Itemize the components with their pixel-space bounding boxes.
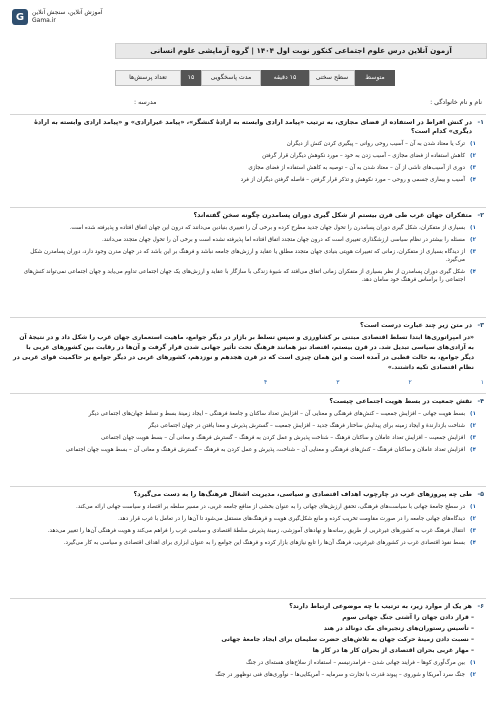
option-number: ۳)	[470, 165, 476, 171]
statement-4: – مهار غربی بحران اقتصادی از بحران کار ها در کار ها	[312, 647, 474, 654]
option-text: انتقال فرهنگ غرب به کشورهای غیرغربی از طریق رسانه‌ها و نهادهای آموزشی، زمینهٔ پذیرش سلطهٔ اقتصادی و سیاسی غرب را فراهم می‌کند و هویت فرهنگی آن‌ها را تغییر می‌دهد.	[47, 528, 465, 534]
statement-2: – تأسیس رستوران‌های زنجیره‌ای مک دونالد در هند	[323, 625, 474, 632]
option-1[interactable]	[12, 224, 484, 232]
option-1[interactable]	[12, 410, 484, 418]
statement-3: – نسبت دادن زمینهٔ حرکت جهان به تلاش‌های حضرت سلیمان برای ایجاد جامعهٔ جهانی	[221, 636, 474, 643]
student-info	[14, 99, 482, 109]
logo-domain: Gama.ir	[32, 17, 56, 24]
option-2[interactable]	[12, 152, 484, 160]
divider	[10, 317, 486, 318]
option-2[interactable]	[12, 422, 484, 430]
option-4[interactable]	[12, 176, 484, 184]
option-number: ۳)	[470, 435, 476, 441]
option-number: ۳)	[470, 528, 476, 534]
option-text: بسط نفوذ اقتصادی غرب در کشورهای غیرغربی، فرهنگ آن‌ها را تابع نیازهای بازار کرده و فرهنگ این جوامع را به عنوان ابزاری برای اهداف اقتصادی و سیاسی به کار می‌گیرد.	[63, 540, 465, 546]
option-3[interactable]	[12, 248, 484, 264]
option-number: ۲)	[470, 153, 476, 159]
option-4[interactable]	[12, 268, 484, 284]
question-number: ۶-	[477, 602, 484, 610]
question-text: در کنش افراط در استفاده از فضای مجازی، به ترتیب «پیامد ارادی وابسته به ارادهٔ کنشگر»، «پیامد غیرارادی» و «پیامد ارادی وابسته به ارادهٔ دیگری» کدام است؟	[34, 118, 472, 135]
choice-3[interactable]: ۳	[336, 379, 340, 386]
option-text: بسیاری از متفکران، شکل گیری دوران پسامدرن را تحول جهان جدید مطرح کرده و برخی آن را تغییری بنیادین می‌دانند که درون این جهان اتفاق افتاده و پذیرفته شده است.	[69, 225, 465, 231]
question-passage: «در امپراتوری‌ها ابتدا تسلط اقتصادی مبتنی بر کشاورزی و سپس تسلط بر بازار در دیگر جوامع، ماهیت استعماری جهان غرب را شکل داد و در نتیجهٔ آن به آزادی‌های سیاسی تبدیل شد. در قرن بیستم، اقتصاد نیز همانند فرهنگ تحت تأثیر جهانی شدن قرار گرفت و آن‌ها در رقابت بین کشورهای غربی با دیگر جوامع، به حالت قطبی در آمده است و این همان چیزی است که در قرن هجدهم و نوزدهم، کشورهای غربی در دیگر جوامع بر حاکمیت قوای غربی در نظام اقتصادی تکیه داشتند.»	[13, 334, 474, 371]
question-4	[12, 397, 484, 454]
option-number: ۲)	[470, 423, 476, 429]
question-text: در متن زیر چند عبارت درست است؟	[359, 321, 472, 329]
option-1[interactable]	[12, 503, 484, 511]
option-text: جنگ سرد آمریکا و شوروی – پیوند قدرت با تجارت و سرمایه – آمریکایی‌ها – نوآوری‌های فنی نوظهور در جنگ	[215, 672, 465, 678]
option-number: ۱)	[470, 411, 476, 417]
statement-1: – قرار دادن جهان را آشتی جنگ جهانی سوم	[342, 614, 474, 621]
option-number: ۱)	[470, 660, 476, 666]
option-text: آسیب و بیماری جسمی و روحی – مورد نکوهش و تذکر قرار گرفتن – فاصله گرفتن دیگران از فرد	[240, 177, 465, 183]
difficulty-value: متوسط	[355, 70, 395, 86]
option-4[interactable]	[12, 446, 484, 454]
option-text: افزایش جمعیت – افزایش تعداد عاملان و ساکنان فرهنگ – شناخت پذیرش و عمل کردن به فرهنگ – گسترش فرهنگ و معانی آن – بسط هویت جهان اجتماعی	[101, 435, 465, 441]
student-name-label: نام و نام خانوادگی :	[430, 99, 482, 106]
divider	[10, 114, 486, 115]
option-number: ۴)	[470, 177, 476, 183]
question-text: طی چه پیروزهای غرب در چارچوب اهداف اقتصادی و سیاسی، مدیریت اشغال فرهنگ‌ها را به دست می‌گیرد؟	[133, 490, 472, 498]
option-1[interactable]	[12, 659, 484, 667]
school-label: مدرسه :	[134, 99, 157, 106]
option-2[interactable]	[12, 236, 484, 244]
option-text: بین مرگ‌آوری کوها – فرایند جهانی شدن – فرامدرنیسم – استفاده از سلاح‌های هسته‌ای در جنگ	[245, 660, 465, 666]
option-text: در سطح جامعهٔ جهانی با سیاست‌های فرهنگی، تحقق ارزش‌های جهانی را به عنوان بخشی از منافع جامعه غربی، در مسیر سلطه بر اقتصاد و سیاست جهانی ارائه می‌کند.	[76, 504, 465, 510]
question-number: ۱-	[477, 118, 484, 126]
time-label: مدت پاسخگویی	[201, 70, 261, 86]
choice-4[interactable]: ۴	[264, 379, 268, 386]
question-1	[12, 118, 484, 184]
option-text: از دیدگاه بسیاری از متفکران، زمانی که تغییرات هویتی بنیادی جهان متجدد مطلق یا عقاید و ارزش‌های جامعه نباشد و فرهنگ بر این باشد که در جهان مدرن وجود دارد، دوران پسامدرن شکل می‌گیرد.	[30, 249, 465, 263]
option-number: ۴)	[470, 269, 476, 275]
divider	[10, 393, 486, 394]
question-3	[12, 321, 484, 386]
option-text: شکل گیری دوران پسامدرن از نظر بسیاری از متفکران زمانی اتفاق می‌افتد که شیوهٔ زندگی با سازگار با عقاید و ارزش‌های یک جهان اجتماعی تداوم می‌یابد و جهان اجتماعی نمی‌تواند کنش‌های اجتماعی را براساس فرهنگ خود سامان دهد.	[23, 269, 465, 283]
option-number: ۴)	[470, 447, 476, 453]
choice-2[interactable]: ۲	[408, 379, 412, 386]
option-number: ۱)	[470, 141, 476, 147]
divider	[10, 207, 486, 208]
option-number: ۱)	[470, 504, 476, 510]
questions-count-label: تعداد پرسش‌ها	[115, 70, 181, 86]
question-text: هر یک از موارد زیر، به ترتیب با چه موضوعی ارتباط دارند؟	[289, 602, 472, 610]
option-number: ۲)	[470, 237, 476, 243]
option-text: دیدگاه‌های جهانی جامعه را در صورت مقاومت تخریب کرده و مانع شکل‌گیری هویت و فرهنگ‌های مستقل می‌شود تا آن‌ها را در تعامل با غرب قرار دهد.	[117, 516, 465, 522]
option-3[interactable]	[12, 434, 484, 442]
question-text: متفکران جهان غرب طی قرن بیستم از شکل گیری دوران پسامدرن چگونه سخن گفته‌اند؟	[193, 211, 472, 219]
question-5	[12, 490, 484, 547]
question-number: ۳-	[477, 321, 484, 329]
answer-choices	[264, 379, 484, 386]
logo-tagline: آموزش آنلاین، سنجش آنلاین	[32, 9, 103, 16]
option-3[interactable]	[12, 527, 484, 535]
questions-count-value: ۱۵	[181, 70, 201, 86]
exam-title: آزمون آنلاین درس علوم اجتماعی کنکور نوبت اول ۱۴۰۴ | گروه آزمایشی علوم انسانی	[115, 43, 487, 59]
question-2	[12, 211, 484, 284]
option-3[interactable]	[12, 164, 484, 172]
option-number: ۱)	[470, 225, 476, 231]
option-4[interactable]	[12, 539, 484, 547]
time-value: ۱۵ دقیقه	[261, 70, 309, 86]
exam-info-row	[115, 70, 486, 84]
question-6	[12, 602, 484, 679]
difficulty-label: سطح سختی	[309, 70, 355, 86]
divider	[10, 598, 486, 599]
question-number: ۴-	[477, 397, 484, 405]
option-text: ترک یا معتاد شدن به آن – آسیب روحی روانی – پیگیری کردن کنش از دیگران	[286, 141, 465, 147]
question-text: نقش جمعیت در بسط هویت اجتماعی چیست؟	[329, 397, 472, 405]
option-number: ۴)	[470, 540, 476, 546]
option-text: بسط هویت جهانی – افزایش جمعیت – کنش‌های فرهنگی و معنایی آن – افزایش تعداد ساکنان و جامعهٔ فرهنگی – ایجاد زمینهٔ بسط و تسلط جهان‌های اجتماعی دیگر	[88, 411, 465, 417]
question-number: ۲-	[477, 211, 484, 219]
option-number: ۲)	[470, 672, 476, 678]
option-text: دوری از آسیب‌های ناشی از آن – معتاد شدن به آن – توصیه به کاهش استفاده از فضای مجازی	[248, 165, 465, 171]
option-number: ۲)	[470, 516, 476, 522]
option-2[interactable]	[12, 515, 484, 523]
option-text: شناخت بازدارندهٔ و ایجاد زمینه برای پیدایش ساختار فرهنگ جدید – افزایش جمعیت – گسترش پذیرش و معنا یافتن در جهان اجتماعی دیگر	[148, 423, 465, 429]
divider	[10, 486, 486, 487]
question-number: ۵-	[477, 490, 484, 498]
choice-1[interactable]: ۱	[480, 379, 484, 386]
gama-logo-icon: G	[12, 9, 28, 25]
option-2[interactable]	[12, 671, 484, 679]
option-text: افزایش تعداد عاملان و ساکنان فرهنگ – کنش‌های فرهنگی و معنایی آن – شناخت، پذیرش و عمل کردن به فرهنگ – گسترش فرهنگ و معانی آن – بسط هویت جهان اجتماعی	[65, 447, 465, 453]
site-logo[interactable]	[12, 9, 103, 25]
option-number: ۳)	[470, 249, 476, 255]
logo-text	[32, 9, 103, 25]
option-text: کاهش استفاده از فضای مجازی – آسیب زدن به خود – مورد نکوهش دیگران قرار گرفتن	[262, 153, 465, 159]
option-1[interactable]	[12, 140, 484, 148]
option-text: مسئله را بیشتر در نظام سیاسی ارزشگذاری تغییری است که درون جهان متجدد اتفاق افتاده اما پذیرفته نشده است و برخی آن را تحول جهان متجدد می‌دانند.	[102, 237, 465, 243]
